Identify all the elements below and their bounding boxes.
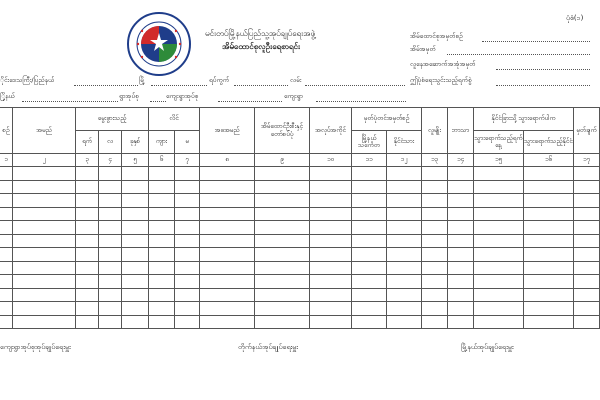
- household-register-table: [0, 107, 600, 329]
- table-cell[interactable]: [122, 221, 149, 235]
- table-cell[interactable]: [122, 234, 149, 248]
- table-cell[interactable]: [387, 207, 422, 221]
- table-cell[interactable]: [574, 288, 600, 302]
- table-cell[interactable]: [474, 234, 524, 248]
- col-header-sex: လိင်: [149, 108, 200, 131]
- col-number: ၁၃: [422, 154, 448, 167]
- col-header-occupation: အလုပ်အကိုင်: [310, 108, 352, 154]
- township-field[interactable]: [151, 85, 207, 86]
- col-header-name: အမည်: [13, 108, 76, 154]
- table-cell[interactable]: [387, 180, 422, 194]
- table-cell[interactable]: [574, 275, 600, 289]
- table-cell[interactable]: [255, 248, 310, 262]
- table-cell[interactable]: [76, 261, 99, 275]
- table-cell[interactable]: [474, 221, 524, 235]
- table-cell[interactable]: [387, 288, 422, 302]
- table-cell[interactable]: [255, 315, 310, 329]
- table-cell[interactable]: [352, 275, 387, 289]
- table-cell[interactable]: [149, 180, 175, 194]
- table-cell[interactable]: [387, 248, 422, 262]
- region-field[interactable]: [74, 85, 138, 86]
- col-header-abroad-country: သွားရောက်သည့်နိုင်ငံ: [524, 131, 574, 154]
- table-cell[interactable]: [448, 288, 474, 302]
- admission-date-field[interactable]: [496, 85, 590, 86]
- table-cell[interactable]: [175, 275, 200, 289]
- table-row: [0, 167, 600, 181]
- table-cell[interactable]: [122, 261, 149, 275]
- township-label: မြို့: [139, 76, 145, 84]
- table-cell[interactable]: [422, 248, 448, 262]
- table-cell[interactable]: [310, 180, 352, 194]
- table-cell[interactable]: [352, 194, 387, 208]
- table-cell[interactable]: [99, 315, 122, 329]
- col-number: ၁၅: [474, 154, 524, 167]
- table-cell[interactable]: [352, 234, 387, 248]
- table-cell[interactable]: [310, 288, 352, 302]
- table-cell[interactable]: [175, 194, 200, 208]
- table-cell[interactable]: [310, 302, 352, 316]
- table-cell[interactable]: [13, 167, 76, 181]
- table-cell[interactable]: [13, 315, 76, 329]
- house-no-label: အိမ်အမှတ်: [410, 45, 436, 53]
- col-header-month: လ: [99, 131, 122, 154]
- lane-field[interactable]: [305, 85, 405, 86]
- table-cell[interactable]: [387, 167, 422, 181]
- table-cell[interactable]: [0, 315, 13, 329]
- table-cell[interactable]: [352, 261, 387, 275]
- table-cell[interactable]: [524, 261, 574, 275]
- table-cell[interactable]: [13, 288, 76, 302]
- table-cell[interactable]: [122, 275, 149, 289]
- table-row: [0, 234, 600, 248]
- table-cell[interactable]: [524, 234, 574, 248]
- quarter-label: ရပ်ကွက်: [209, 76, 230, 84]
- col-number: ၁: [0, 154, 13, 167]
- table-cell[interactable]: [255, 234, 310, 248]
- table-cell[interactable]: [310, 167, 352, 181]
- table-cell[interactable]: [474, 315, 524, 329]
- table-cell[interactable]: [13, 234, 76, 248]
- table-cell[interactable]: [122, 315, 149, 329]
- table-cell[interactable]: [175, 302, 200, 316]
- sub-village-field[interactable]: [218, 101, 282, 102]
- table-cell[interactable]: [175, 261, 200, 275]
- table-row: [0, 194, 600, 208]
- table-cell[interactable]: [200, 302, 255, 316]
- table-cell[interactable]: [99, 207, 122, 221]
- table-cell[interactable]: [352, 207, 387, 221]
- table-cell[interactable]: [13, 194, 76, 208]
- table-cell[interactable]: [474, 288, 524, 302]
- table-cell[interactable]: [200, 261, 255, 275]
- table-cell[interactable]: [149, 167, 175, 181]
- table-cell[interactable]: [448, 302, 474, 316]
- table-cell[interactable]: [310, 261, 352, 275]
- relocation-no-label: လူနေအဆောက်အအုံအမှတ်: [410, 60, 476, 68]
- table-cell[interactable]: [122, 288, 149, 302]
- table-cell[interactable]: [122, 207, 149, 221]
- table-cell[interactable]: [200, 315, 255, 329]
- table-cell[interactable]: [448, 248, 474, 262]
- table-cell[interactable]: [474, 275, 524, 289]
- table-cell[interactable]: [524, 167, 574, 181]
- relocation-no-field[interactable]: [496, 69, 590, 70]
- table-cell[interactable]: [200, 248, 255, 262]
- table-row: [0, 302, 600, 316]
- table-cell[interactable]: [524, 207, 574, 221]
- table-cell[interactable]: [310, 221, 352, 235]
- column-number-row: [0, 154, 600, 167]
- region-label: ိုင်းဒေသကြီး/ပြည်နယ်: [0, 76, 55, 84]
- table-cell[interactable]: [474, 207, 524, 221]
- signature-village-tract-admin: ကျေးရွာအုပ်စုအုပ်ချုပ်ရေးမှူး: [0, 343, 71, 351]
- col-header-relation: အိမ်ထောင်ဦးစီးနှင့်တော်စပ်ပုံ: [255, 108, 310, 154]
- table-cell[interactable]: [255, 288, 310, 302]
- village-tract-label: ရွာအုပ်စု: [119, 92, 139, 100]
- col-header-abroad: နိုင်ငံခြားသို့ သွားရောက်ပါက: [474, 108, 574, 131]
- col-header-year: ခုနှစ်: [122, 131, 149, 154]
- quarter-field[interactable]: [234, 85, 288, 86]
- table-cell[interactable]: [76, 167, 99, 181]
- col-header-dob: မွေးဖွားသည့်: [76, 108, 149, 131]
- table-cell[interactable]: [200, 207, 255, 221]
- table-cell[interactable]: [422, 275, 448, 289]
- table-cell[interactable]: [122, 180, 149, 194]
- table-cell[interactable]: [574, 315, 600, 329]
- table-cell[interactable]: [0, 167, 13, 181]
- table-cell[interactable]: [149, 315, 175, 329]
- table-cell[interactable]: [255, 302, 310, 316]
- table-cell[interactable]: [99, 221, 122, 235]
- col-header-race: လူမျိုး: [422, 108, 448, 154]
- sub-village-label: ကျေးရွာအုပ်စု: [166, 92, 199, 100]
- admission-date-label: ဤပုံစံရေးသွင်းသည့်ရက်စွဲ: [410, 76, 472, 84]
- col-number: ၁၂: [387, 154, 422, 167]
- table-cell[interactable]: [76, 221, 99, 235]
- table-cell[interactable]: [387, 221, 422, 235]
- table-cell[interactable]: [474, 248, 524, 262]
- village-label: ကျေးရွာ: [284, 92, 303, 100]
- table-cell[interactable]: [310, 315, 352, 329]
- township2-field[interactable]: [22, 101, 118, 102]
- table-cell[interactable]: [422, 288, 448, 302]
- table-cell[interactable]: [76, 248, 99, 262]
- table-cell[interactable]: [122, 248, 149, 262]
- table-cell[interactable]: [255, 180, 310, 194]
- table-cell[interactable]: [76, 288, 99, 302]
- table-cell[interactable]: [422, 221, 448, 235]
- table-cell[interactable]: [76, 207, 99, 221]
- table-cell[interactable]: [574, 207, 600, 221]
- table-cell[interactable]: [0, 207, 13, 221]
- table-cell[interactable]: [422, 207, 448, 221]
- table-cell[interactable]: [76, 302, 99, 316]
- table-cell[interactable]: [13, 275, 76, 289]
- table-cell[interactable]: [448, 234, 474, 248]
- table-cell[interactable]: [574, 261, 600, 275]
- table-cell[interactable]: [0, 261, 13, 275]
- col-number: ၁၇: [574, 154, 600, 167]
- table-cell[interactable]: [149, 234, 175, 248]
- table-cell[interactable]: [200, 221, 255, 235]
- table-cell[interactable]: [99, 180, 122, 194]
- table-cell[interactable]: [352, 315, 387, 329]
- table-cell[interactable]: [149, 194, 175, 208]
- table-cell[interactable]: [99, 167, 122, 181]
- table-cell[interactable]: [474, 167, 524, 181]
- table-cell[interactable]: [76, 275, 99, 289]
- col-number: ၃: [76, 154, 99, 167]
- table-cell[interactable]: [200, 275, 255, 289]
- table-cell[interactable]: [574, 302, 600, 316]
- table-cell[interactable]: [255, 275, 310, 289]
- table-cell[interactable]: [122, 194, 149, 208]
- col-number: ၄: [99, 154, 122, 167]
- house-no-field[interactable]: [447, 54, 590, 55]
- table-cell[interactable]: [200, 288, 255, 302]
- table-cell[interactable]: [0, 234, 13, 248]
- table-cell[interactable]: [574, 167, 600, 181]
- signature-township-admin: မြို့နယ်အုပ်ချုပ်ရေးမှူး: [461, 343, 514, 351]
- col-header-religion: ဘာသာ: [448, 108, 474, 154]
- table-cell[interactable]: [175, 221, 200, 235]
- table-cell[interactable]: [310, 207, 352, 221]
- table-cell[interactable]: [422, 302, 448, 316]
- table-cell[interactable]: [99, 275, 122, 289]
- table-cell[interactable]: [0, 221, 13, 235]
- table-cell[interactable]: [387, 234, 422, 248]
- table-cell[interactable]: [387, 261, 422, 275]
- table-cell[interactable]: [255, 261, 310, 275]
- table-cell[interactable]: [13, 261, 76, 275]
- col-header-female: မ: [175, 131, 200, 154]
- table-cell[interactable]: [524, 302, 574, 316]
- township2-label: ြို့နယ်: [0, 92, 15, 100]
- table-cell[interactable]: [524, 180, 574, 194]
- page-number: ပုံစံ(၁): [566, 14, 584, 22]
- table-cell[interactable]: [13, 221, 76, 235]
- table-cell[interactable]: [352, 248, 387, 262]
- table-cell[interactable]: [13, 248, 76, 262]
- table-body: [0, 167, 600, 329]
- table-cell[interactable]: [76, 194, 99, 208]
- table-row: [0, 315, 600, 329]
- table-cell[interactable]: [175, 315, 200, 329]
- table-cell[interactable]: [574, 234, 600, 248]
- table-cell[interactable]: [175, 288, 200, 302]
- household-no-label: အိမ်ထောင်စုအမှတ်စဉ်: [410, 32, 463, 40]
- table-cell[interactable]: [352, 167, 387, 181]
- table-cell[interactable]: [524, 248, 574, 262]
- table-cell[interactable]: [448, 221, 474, 235]
- table-row: [0, 248, 600, 262]
- col-number: ၉: [255, 154, 310, 167]
- table-cell[interactable]: [574, 180, 600, 194]
- lane-label: လမ်း: [290, 76, 302, 84]
- col-header-remark: မှတ်ချက်: [574, 108, 600, 154]
- col-number: ၁၆: [524, 154, 574, 167]
- table-cell[interactable]: [387, 315, 422, 329]
- table-cell[interactable]: [422, 261, 448, 275]
- page-title: အိမ်ထောင်စုလူဦးရေစာရင်း: [222, 42, 300, 51]
- table-cell[interactable]: [448, 180, 474, 194]
- table-cell[interactable]: [13, 207, 76, 221]
- table-cell[interactable]: [574, 194, 600, 208]
- table-cell[interactable]: [422, 194, 448, 208]
- table-cell[interactable]: [574, 221, 600, 235]
- table-cell[interactable]: [448, 194, 474, 208]
- table-cell[interactable]: [255, 194, 310, 208]
- table-cell[interactable]: [200, 167, 255, 181]
- table-cell[interactable]: [524, 288, 574, 302]
- table-cell[interactable]: [448, 207, 474, 221]
- table-cell[interactable]: [175, 180, 200, 194]
- header-line-1: မင်းတပ်မြို့နယ်ပြည်သူ့အုပ်ချုပ်ရေးအဖွဲ့: [205, 29, 316, 38]
- col-number: ၈: [200, 154, 255, 167]
- table-cell[interactable]: [0, 275, 13, 289]
- table-row: [0, 275, 600, 289]
- table-cell[interactable]: [352, 180, 387, 194]
- table-cell[interactable]: [448, 261, 474, 275]
- household-no-field[interactable]: [482, 41, 590, 42]
- table-cell[interactable]: [524, 194, 574, 208]
- table-cell[interactable]: [524, 275, 574, 289]
- village-tract-field[interactable]: [150, 101, 166, 102]
- village-field[interactable]: [316, 101, 406, 102]
- table-cell[interactable]: [310, 275, 352, 289]
- table-cell[interactable]: [352, 302, 387, 316]
- table-cell[interactable]: [474, 194, 524, 208]
- table-cell[interactable]: [175, 167, 200, 181]
- signature-ward-admin: တိုက်နယ်အုပ်ချုပ်ရေးမှူး: [238, 343, 298, 351]
- table-cell[interactable]: [448, 315, 474, 329]
- col-number: ၁၀: [310, 154, 352, 167]
- table-cell[interactable]: [99, 261, 122, 275]
- table-cell[interactable]: [175, 248, 200, 262]
- table-cell[interactable]: [352, 288, 387, 302]
- table-cell[interactable]: [422, 167, 448, 181]
- col-number: ၅: [122, 154, 149, 167]
- table-cell[interactable]: [200, 234, 255, 248]
- table-cell[interactable]: [422, 234, 448, 248]
- table-row: [0, 288, 600, 302]
- table-cell[interactable]: [0, 288, 13, 302]
- table-cell[interactable]: [448, 167, 474, 181]
- table-cell[interactable]: [99, 288, 122, 302]
- table-cell[interactable]: [0, 302, 13, 316]
- table-cell[interactable]: [13, 302, 76, 316]
- table-cell[interactable]: [352, 221, 387, 235]
- table-cell[interactable]: [255, 207, 310, 221]
- table-cell[interactable]: [0, 248, 13, 262]
- table-cell[interactable]: [149, 288, 175, 302]
- table-cell[interactable]: [149, 261, 175, 275]
- col-header-male: ကျား: [149, 131, 175, 154]
- col-header-day: ရက်: [76, 131, 99, 154]
- col-number: ၂: [13, 154, 76, 167]
- table-cell[interactable]: [255, 221, 310, 235]
- table-cell[interactable]: [99, 248, 122, 262]
- col-number: ၆: [149, 154, 175, 167]
- table-cell[interactable]: [122, 167, 149, 181]
- table-cell[interactable]: [76, 315, 99, 329]
- col-header-id: မှတ်ပုံတင်အမှတ်စဉ်: [352, 108, 422, 131]
- col-number: ၁၁: [352, 154, 387, 167]
- table-cell[interactable]: [387, 275, 422, 289]
- table-cell[interactable]: [524, 315, 574, 329]
- table-cell[interactable]: [255, 167, 310, 181]
- official-seal: [126, 11, 192, 77]
- table-cell[interactable]: [422, 315, 448, 329]
- table-cell[interactable]: [149, 207, 175, 221]
- col-header-citizen: နိုင်ငံသား: [387, 131, 422, 154]
- table-cell[interactable]: [387, 302, 422, 316]
- table-cell[interactable]: [149, 248, 175, 262]
- col-header-township-code: မြို့နယ်သင်္ကေတ: [352, 131, 387, 154]
- table-cell[interactable]: [99, 194, 122, 208]
- table-cell[interactable]: [13, 180, 76, 194]
- table-cell[interactable]: [387, 194, 422, 208]
- table-cell[interactable]: [310, 234, 352, 248]
- table-cell[interactable]: [574, 248, 600, 262]
- table-cell[interactable]: [175, 207, 200, 221]
- col-header-abroad-date: သွားရောက်သည့်ရက်နေ့: [474, 131, 524, 154]
- table-cell[interactable]: [149, 302, 175, 316]
- table-cell[interactable]: [310, 194, 352, 208]
- table-row: [0, 180, 600, 194]
- table-cell[interactable]: [524, 221, 574, 235]
- table-cell[interactable]: [474, 261, 524, 275]
- table-cell[interactable]: [474, 302, 524, 316]
- table-cell[interactable]: [0, 180, 13, 194]
- table-cell[interactable]: [149, 275, 175, 289]
- col-header-serial: စဉ်: [0, 108, 13, 154]
- table-cell[interactable]: [448, 275, 474, 289]
- table-row: [0, 261, 600, 275]
- table-row: [0, 221, 600, 235]
- table-cell[interactable]: [200, 194, 255, 208]
- table-cell[interactable]: [474, 180, 524, 194]
- table-cell[interactable]: [99, 234, 122, 248]
- table-cell[interactable]: [310, 248, 352, 262]
- col-number: ၁၄: [448, 154, 474, 167]
- table-cell[interactable]: [76, 234, 99, 248]
- table-cell[interactable]: [422, 180, 448, 194]
- table-cell[interactable]: [76, 180, 99, 194]
- table-cell[interactable]: [175, 234, 200, 248]
- table-row: [0, 207, 600, 221]
- col-header-father: အဖအမည်: [200, 108, 255, 154]
- table-cell[interactable]: [149, 221, 175, 235]
- table-cell[interactable]: [200, 180, 255, 194]
- table-cell[interactable]: [99, 302, 122, 316]
- table-cell[interactable]: [122, 302, 149, 316]
- table-cell[interactable]: [0, 194, 13, 208]
- col-number: ၇: [175, 154, 200, 167]
